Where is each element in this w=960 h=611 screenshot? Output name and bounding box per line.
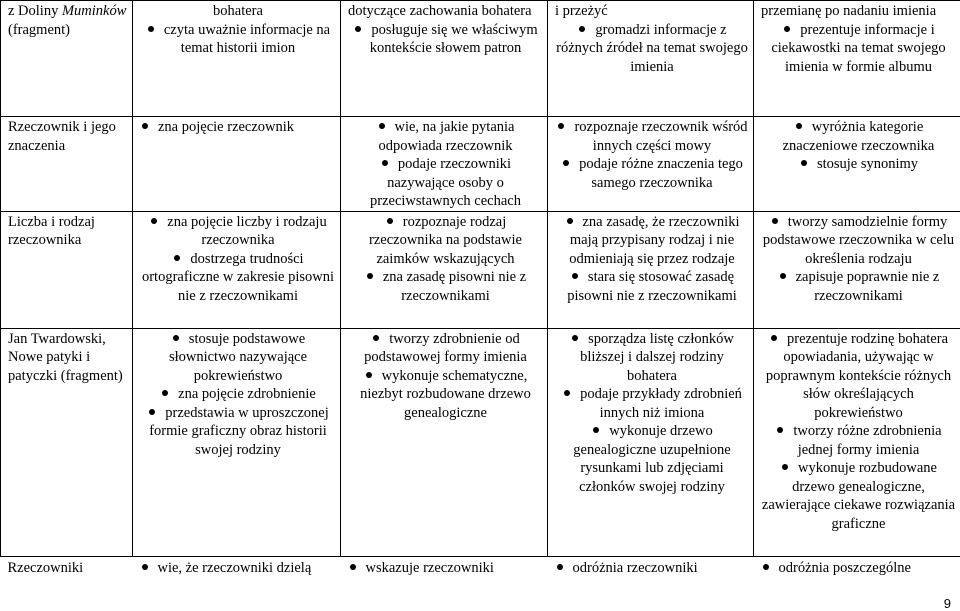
requirement-cell xyxy=(548,556,754,580)
bullet-icon xyxy=(579,26,585,32)
topic-cell xyxy=(1,211,133,328)
topic-cell xyxy=(1,328,133,556)
requirement-text: wie, na jakie pytania odpowiada rzeczownik xyxy=(378,119,514,154)
topic-text: Jan Twardowski, Nowe patyki i patyczki (fragment) xyxy=(8,331,123,384)
requirement-text: stara się stosować zasadę pisowni nie z rzeczownikami xyxy=(567,269,737,304)
bullet-icon xyxy=(382,160,388,166)
requirement-text: rozpoznaje rodzaj rzeczownika na podstawie zaimków wskazujących xyxy=(369,214,522,267)
requirement-item xyxy=(761,213,956,269)
requirement-text: prezentuje rodzinę bohatera opowiadania, używając w poprawnym kontekście różnych słów określających pokrewieństwo xyxy=(766,331,951,421)
requirement-text: sporządza listę członków bliższej i dalszej rodziny bohatera xyxy=(580,331,734,384)
requirement-text: podaje rzeczowniki nazywające osoby o przeciwstawnych cechach xyxy=(370,156,521,209)
topic-text: Rzeczowniki xyxy=(8,560,84,576)
requirement-item xyxy=(761,459,956,533)
requirement-item xyxy=(555,385,749,422)
requirement-cell xyxy=(754,328,960,556)
requirement-text: wykonuje rozbudowane drzewo genealogiczne, zawierające ciekawe rozwiązania graficzne xyxy=(762,460,955,532)
requirement-item xyxy=(761,118,956,155)
bullet-icon xyxy=(593,427,599,433)
requirement-text: wykonuje drzewo genealogiczne uzupełnione rysunkami lub zdjęciami członków swojej rodziny xyxy=(573,423,730,495)
requirement-text: bohatera xyxy=(213,3,263,19)
requirement-text: odróżnia poszczególne xyxy=(779,560,911,576)
requirement-cell xyxy=(133,1,341,117)
requirement-text: wykonuje schematyczne, niezbyt rozbudowane drzewo genealogiczne xyxy=(360,368,531,421)
bullet-icon xyxy=(801,160,807,166)
bullet-icon xyxy=(355,26,361,32)
bullet-icon xyxy=(379,123,385,129)
bullet-icon xyxy=(148,26,154,32)
requirement-text: zapisuje poprawnie nie z rzeczownikami xyxy=(796,269,940,304)
requirement-text: czyta uważnie informacje na temat historii imion xyxy=(164,22,330,57)
requirement-item xyxy=(348,268,543,305)
bullet-icon xyxy=(563,160,569,166)
requirement-cell xyxy=(548,1,754,117)
requirement-cell xyxy=(341,556,548,580)
bullet-icon xyxy=(142,564,148,570)
requirement-item xyxy=(348,118,543,155)
requirement-text: wie, że rzeczowniki dzielą xyxy=(158,560,312,576)
requirement-item xyxy=(761,155,956,174)
bullet-icon xyxy=(350,564,356,570)
requirement-item xyxy=(761,422,956,459)
requirement-text: dostrzega trudności ortograficzne w zakresie pisowni nie z rzeczownikami xyxy=(142,251,334,304)
requirement-cell xyxy=(341,117,548,212)
requirement-text: zna pojęcie zdrobnienie xyxy=(178,386,316,402)
requirement-item xyxy=(555,213,749,269)
requirement-text: wyróżnia kategorie znaczeniowe rzeczownika xyxy=(783,119,935,154)
requirement-item xyxy=(348,213,543,269)
bullet-icon xyxy=(373,335,379,341)
requirement-item xyxy=(348,21,543,58)
requirement-item xyxy=(555,330,749,386)
requirement-text: zna zasadę pisowni nie z rzeczownikami xyxy=(383,269,526,304)
requirement-cell xyxy=(548,328,754,556)
requirement-text: dotyczące zachowania bohatera xyxy=(348,3,532,19)
topic-text: Liczba i rodzaj rzeczownika xyxy=(8,214,95,249)
requirement-cell xyxy=(341,211,548,328)
requirement-item xyxy=(761,330,956,423)
requirement-item xyxy=(555,118,749,155)
requirement-text: zna zasadę, że rzeczowniki mają przypisany rodzaj i nie odmieniają się przez rodzaje xyxy=(569,214,739,267)
requirement-item xyxy=(555,2,749,21)
requirement-item xyxy=(761,2,956,21)
bullet-icon xyxy=(772,218,778,224)
bullet-icon xyxy=(162,390,168,396)
requirement-text: stosuje synonimy xyxy=(817,156,918,172)
bullet-icon xyxy=(784,26,790,32)
bullet-icon xyxy=(763,564,769,570)
bullet-icon xyxy=(777,427,783,433)
requirement-text: rozpoznaje rzeczownik wśród innych części mowy xyxy=(574,119,747,154)
table-row xyxy=(1,1,960,117)
requirement-text: prezentuje informacje i ciekawostki na temat swojego imienia w formie albumu xyxy=(771,22,945,75)
requirement-text: stosuje podstawowe słownictwo nazywające pokrewieństwo xyxy=(169,331,307,384)
requirement-cell xyxy=(754,117,960,212)
bullet-icon xyxy=(771,335,777,341)
requirement-item xyxy=(555,155,749,192)
bullet-icon xyxy=(564,390,570,396)
table-row xyxy=(1,556,960,580)
requirement-item xyxy=(140,213,336,250)
requirement-text: tworzy różne zdrobnienia jednej formy imienia xyxy=(793,423,941,458)
requirement-item xyxy=(140,404,336,460)
requirement-cell xyxy=(754,1,960,117)
bullet-icon xyxy=(387,218,393,224)
bullet-icon xyxy=(366,372,372,378)
topic-cell xyxy=(1,1,133,117)
requirement-text: zna pojęcie liczby i rodzaju rzeczownika xyxy=(167,214,326,249)
bullet-icon xyxy=(558,123,564,129)
bullet-icon xyxy=(572,273,578,279)
requirement-cell xyxy=(341,328,548,556)
requirement-item xyxy=(348,155,543,211)
requirement-item xyxy=(348,2,543,21)
bullet-icon xyxy=(151,218,157,224)
bullet-icon xyxy=(367,273,373,279)
bullet-icon xyxy=(174,255,180,261)
bullet-icon xyxy=(557,564,563,570)
requirement-text: posługuje się we właściwym kontekście słowem patron xyxy=(370,22,538,57)
topic-text: z Doliny xyxy=(8,3,62,19)
requirement-text: przedstawia w uproszczonej formie graficzny obraz historii swojej rodziny xyxy=(149,405,329,458)
requirement-text: odróżnia rzeczowniki xyxy=(573,560,698,576)
table-row xyxy=(1,117,960,212)
requirement-cell xyxy=(133,328,341,556)
bullet-icon xyxy=(173,335,179,341)
bullet-icon xyxy=(142,123,148,129)
requirement-item xyxy=(140,250,336,306)
bullet-icon xyxy=(149,409,155,415)
requirement-item xyxy=(140,2,336,21)
topic-italic-text: Muminków xyxy=(62,3,126,19)
bullet-icon xyxy=(796,123,802,129)
requirement-text: tworzy zdrobnienie od podstawowej formy imienia xyxy=(364,331,527,366)
bullet-icon xyxy=(567,218,573,224)
topic-text: Rzeczownik i jego znaczenia xyxy=(8,119,116,154)
requirement-cell xyxy=(548,117,754,212)
requirement-cell xyxy=(754,556,960,580)
requirement-cell xyxy=(754,211,960,328)
requirement-item xyxy=(140,385,336,404)
requirement-cell xyxy=(133,556,341,580)
requirement-item xyxy=(555,21,749,77)
requirement-cell xyxy=(548,211,754,328)
requirement-text: podaje przykłady zdrobnień innych niż imiona xyxy=(580,386,742,421)
requirement-text: zna pojęcie rzeczownik xyxy=(158,119,294,135)
bullet-icon xyxy=(572,335,578,341)
table-row xyxy=(1,328,960,556)
table-row xyxy=(1,211,960,328)
requirement-item xyxy=(140,330,336,386)
requirement-cell xyxy=(133,211,341,328)
requirement-text: przemianę po nadaniu imienia xyxy=(761,3,936,19)
requirement-text: i przeżyć xyxy=(555,3,608,19)
requirement-item xyxy=(761,268,956,305)
bullet-icon xyxy=(780,273,786,279)
requirement-text: tworzy samodzielnie formy podstawowe rzeczownika w celu określenia rodzaju xyxy=(763,214,954,267)
requirement-item xyxy=(140,21,336,58)
bullet-icon xyxy=(782,464,788,470)
requirement-item xyxy=(348,330,543,367)
requirement-text: wskazuje rzeczowniki xyxy=(366,560,494,576)
topic-cell xyxy=(1,117,133,212)
requirement-text: podaje różne znaczenia tego samego rzeczownika xyxy=(579,156,743,191)
requirement-item xyxy=(348,367,543,423)
requirement-cell xyxy=(341,1,548,117)
requirement-item xyxy=(555,422,749,496)
topic-text-after: (fragment) xyxy=(8,21,128,40)
requirement-cell xyxy=(133,117,341,212)
requirement-item xyxy=(555,268,749,305)
requirement-text: gromadzi informacje z różnych źródeł na temat swojego imienia xyxy=(556,22,748,75)
page-number: 9 xyxy=(944,596,951,611)
requirement-item xyxy=(140,118,336,137)
topic-cell xyxy=(1,556,133,580)
requirement-item xyxy=(761,21,956,77)
